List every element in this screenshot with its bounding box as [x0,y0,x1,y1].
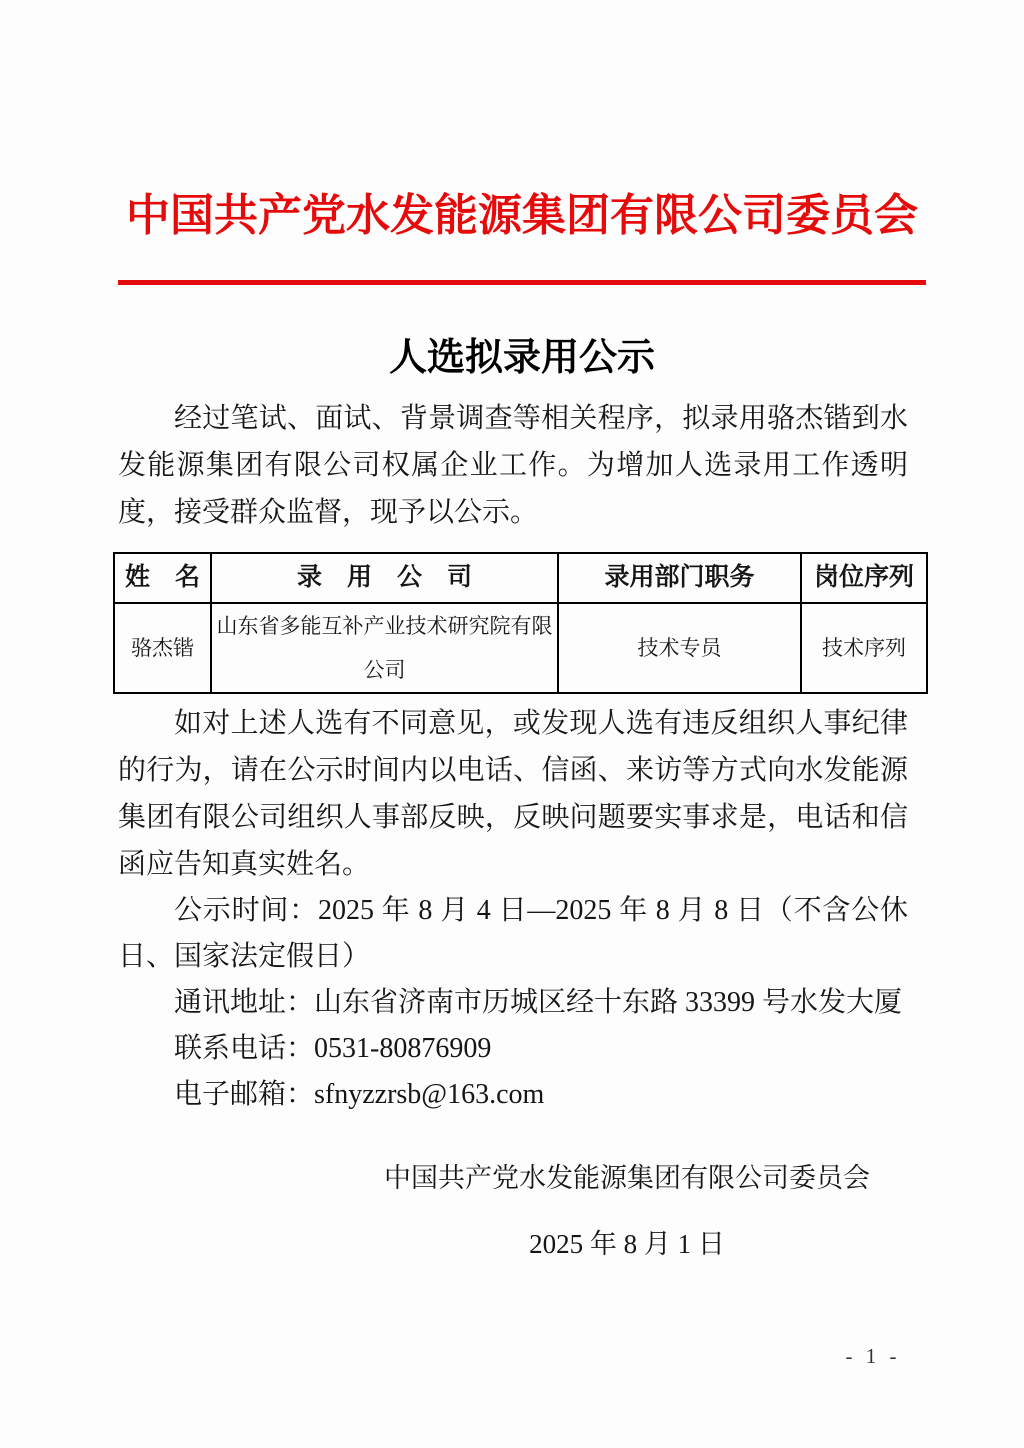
cell-department-position: 技术专员 [558,603,801,693]
table-row [114,603,927,693]
contact-phone-line: 联系电话：0531-80876909 [174,1033,492,1064]
organization-header: 中国共产党水发能源集团有限公司委员会 [126,191,918,240]
cell-position-sequence: 技术序列 [801,603,927,693]
cell-candidate-name: 骆杰锴 [114,603,211,693]
intro-paragraph: 经过笔试、面试、背景调查等相关程序，拟录用骆杰锴到水发能源集团有限公司权属企业工作。为增加人选录用工作透明度，接受群众监督，现予以公示。 [118,403,908,528]
publicity-period-line: 公示时间：2025 年 8 月 4 日—2025 年 8 月 8 日（不含公休日、国家法定假日） [118,895,908,972]
table-header-department-position: 录用部门职务 [558,553,801,603]
table-header-name: 姓 名 [114,553,211,603]
signature-block [384,1154,870,1268]
table-header-position-sequence: 岗位序列 [801,553,927,603]
table-header-row [114,553,927,603]
document-title: 人选拟录用公示 [388,337,655,379]
mailing-address-line: 通讯地址：山东省济南市历城区经十东路 33399 号水发大厦 [174,987,903,1018]
candidate-table [113,552,928,694]
signature-date: 2025 年 8 月 1 日 [529,1229,725,1259]
contact-email-line: 电子邮箱：sfnyzzrsb@163.com [174,1079,545,1110]
header-divider-line [118,280,926,285]
signature-organization: 中国共产党水发能源集团有限公司委员会 [384,1163,870,1193]
objection-paragraph: 如对上述人选有不同意见，或发现人选有违反组织人事纪律的行为，请在公示时间内以电话、信函、来访等方式向水发能源集团有限公司组织人事部反映，反映问题要实事求是，电话和信函应告知真实姓名。 [118,708,908,880]
cell-hiring-company: 山东省多能互补产业技术研究院有限公司 [211,603,558,693]
table-header-company: 录 用 公 司 [211,553,558,603]
page-number: - 1 - [845,1344,901,1368]
